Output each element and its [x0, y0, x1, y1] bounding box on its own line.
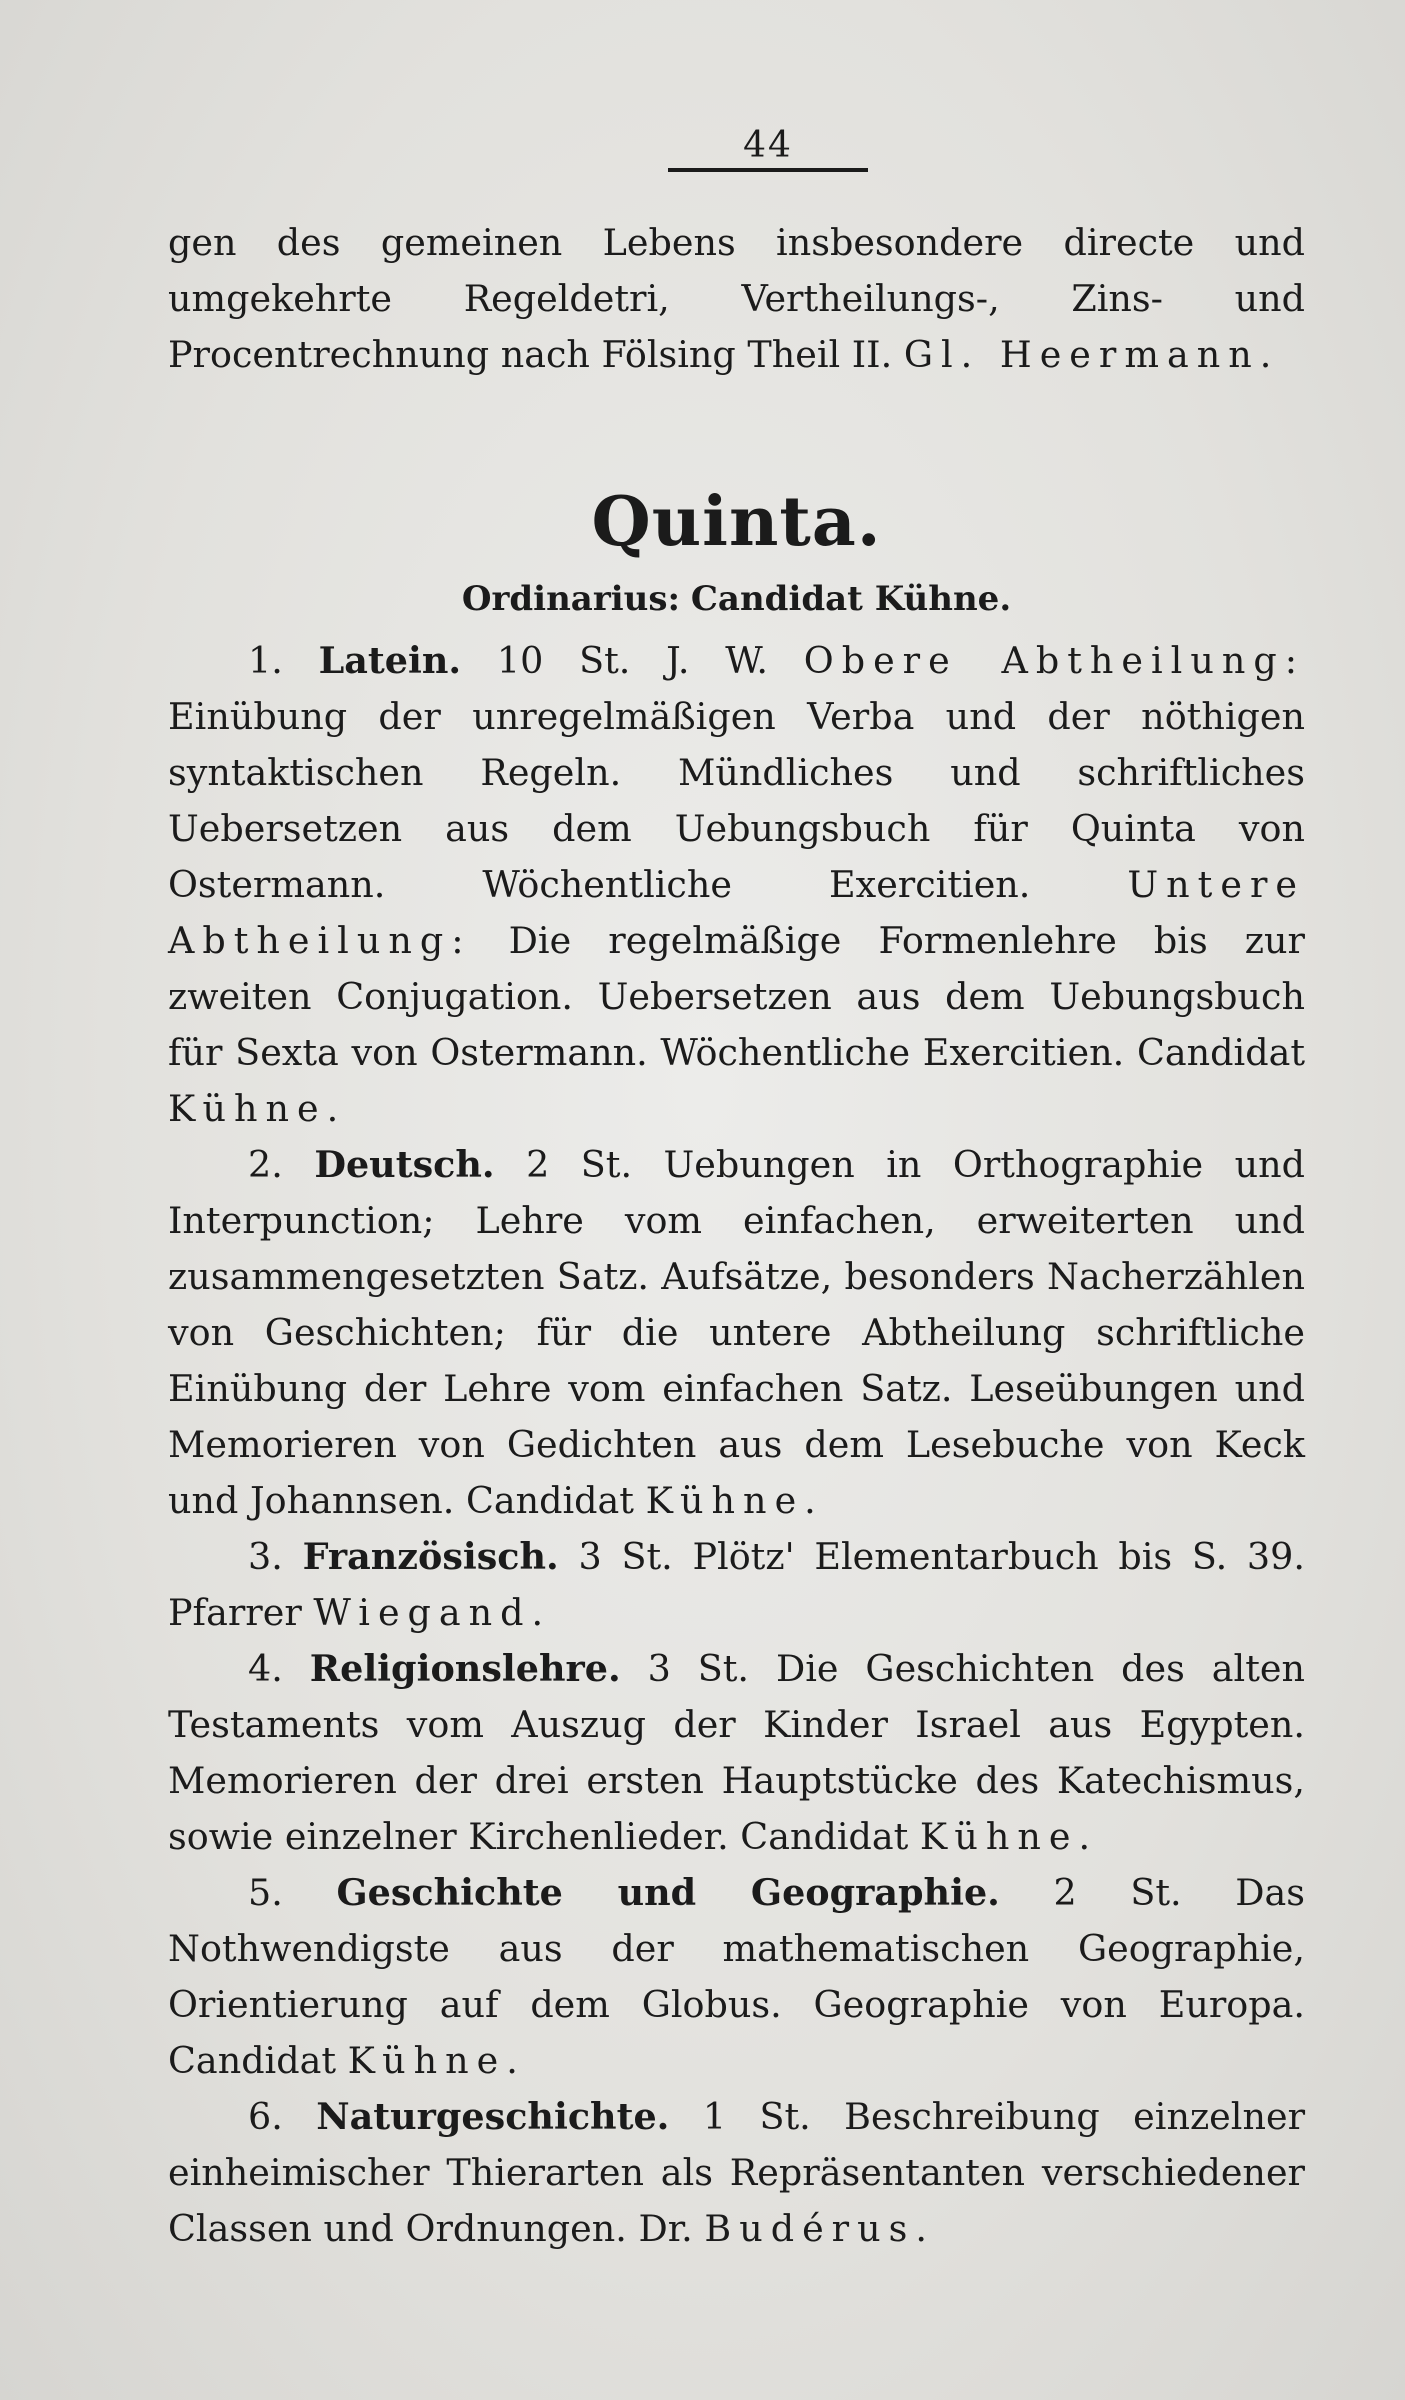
teacher-name: Kühne.	[919, 1815, 1099, 1858]
teacher-prefix: Candidat	[740, 1815, 909, 1858]
item-number: 4.	[248, 1647, 283, 1690]
ordinarius-name: Candidat Kühne.	[690, 579, 1012, 619]
teacher-prefix: Pfarrer	[168, 1591, 302, 1634]
intro-text: gen des gemeinen Lebens insbesondere directe und umgekehrte Regeldetri, Vertheilungs-, Zins- und Procentrechnung nach Fölsing Theil II.	[168, 221, 1305, 376]
intro-teacher: Gl. Heermann.	[903, 333, 1280, 376]
teacher-name: Kühne.	[645, 1479, 824, 1522]
intro-paragraph	[168, 215, 1305, 383]
class-heading: Quinta.	[591, 482, 882, 562]
ordinarius-label: Ordinarius:	[461, 579, 681, 619]
teacher-name: Kühne.	[347, 2039, 526, 2082]
item-number: 3.	[248, 1535, 283, 1578]
item-text: 3 St. Plötz' Elementarbuch bis S. 39.	[578, 1535, 1305, 1578]
item-deutsch	[168, 1137, 1305, 1529]
teacher-name: Kühne.	[168, 1087, 347, 1130]
ordinarius-line	[168, 571, 1305, 627]
teacher-prefix: Candidat	[1136, 1031, 1306, 1074]
item-number: 1.	[248, 639, 283, 682]
item-subject: Deutsch.	[314, 1143, 495, 1186]
page-body	[168, 215, 1305, 2257]
teacher-prefix: Candidat	[465, 1479, 634, 1522]
item-franzoesisch	[168, 1529, 1305, 1641]
item-latein	[168, 633, 1305, 1137]
item-number: 2.	[248, 1143, 283, 1186]
item-subject: Naturgeschichte.	[316, 2095, 670, 2138]
item-religionslehre	[168, 1641, 1305, 1865]
upper-section-label: Obere Abtheilung:	[803, 639, 1306, 682]
teacher-name: Budérus.	[704, 2207, 935, 2250]
item-text: 2 St. Das Nothwendigste aus der mathematischen Geographie, Orientierung auf dem Globus. Geographie von Europa.	[168, 1871, 1306, 2026]
teacher-prefix: Candidat	[168, 2039, 337, 2082]
item-number: 6.	[248, 2095, 283, 2138]
item-subject: Religionslehre.	[309, 1647, 621, 1690]
item-geschichte-geographie	[168, 1865, 1305, 2089]
item-text: 10 St. J. W.	[496, 639, 769, 682]
teacher-name: Wiegand.	[313, 1591, 552, 1634]
item-text: Die regelmäßige Formenlehre bis zur zweiten Conjugation. Uebersetzen aus dem Uebungsbuch für Sexta von Ostermann. Wöchentliche Exercitien.	[168, 919, 1305, 1074]
item-subject: Geschichte und Geographie.	[336, 1871, 1000, 1914]
page-number: 44	[668, 125, 868, 172]
item-text: Einübung der unregelmäßigen Verba und der nöthigen syntaktischen Regeln. Mündliches und schriftliches Uebersetzen aus dem Uebungsbuch für Quinta von Ostermann. Wöchentliche Exercitien.	[168, 695, 1305, 906]
item-number: 5.	[248, 1871, 283, 1914]
item-subject: Latein.	[318, 639, 462, 682]
lower-section-label: Untere Abtheilung:	[168, 863, 1305, 962]
item-subject: Französisch.	[302, 1535, 559, 1578]
item-naturgeschichte	[168, 2089, 1305, 2257]
item-text: 3 St. Die Geschichten des alten Testaments vom Auszug der Kinder Israel aus Egypten. Memorieren der drei ersten Hauptstücke des Katechismus, sowie einzelner Kirchenlieder.	[168, 1647, 1306, 1858]
teacher-prefix: Dr.	[638, 2207, 693, 2250]
item-text: 1 St. Beschreibung einzelner einheimischer Thierarten als Repräsentanten verschiedener Classen und Ordnungen.	[168, 2095, 1306, 2250]
item-text: 2 St. Uebungen in Orthographie und Interpunction; Lehre vom einfachen, erweiterten und zusammengesetzten Satz. Aufsätze, besonders Nacherzählen von Geschichten; für die untere Abtheilung schriftliche Einübung der Lehre vom einfachen Satz. Leseübungen und Memorieren von Gedichten aus dem Lesebuche von Keck und Johannsen.	[168, 1143, 1305, 1522]
